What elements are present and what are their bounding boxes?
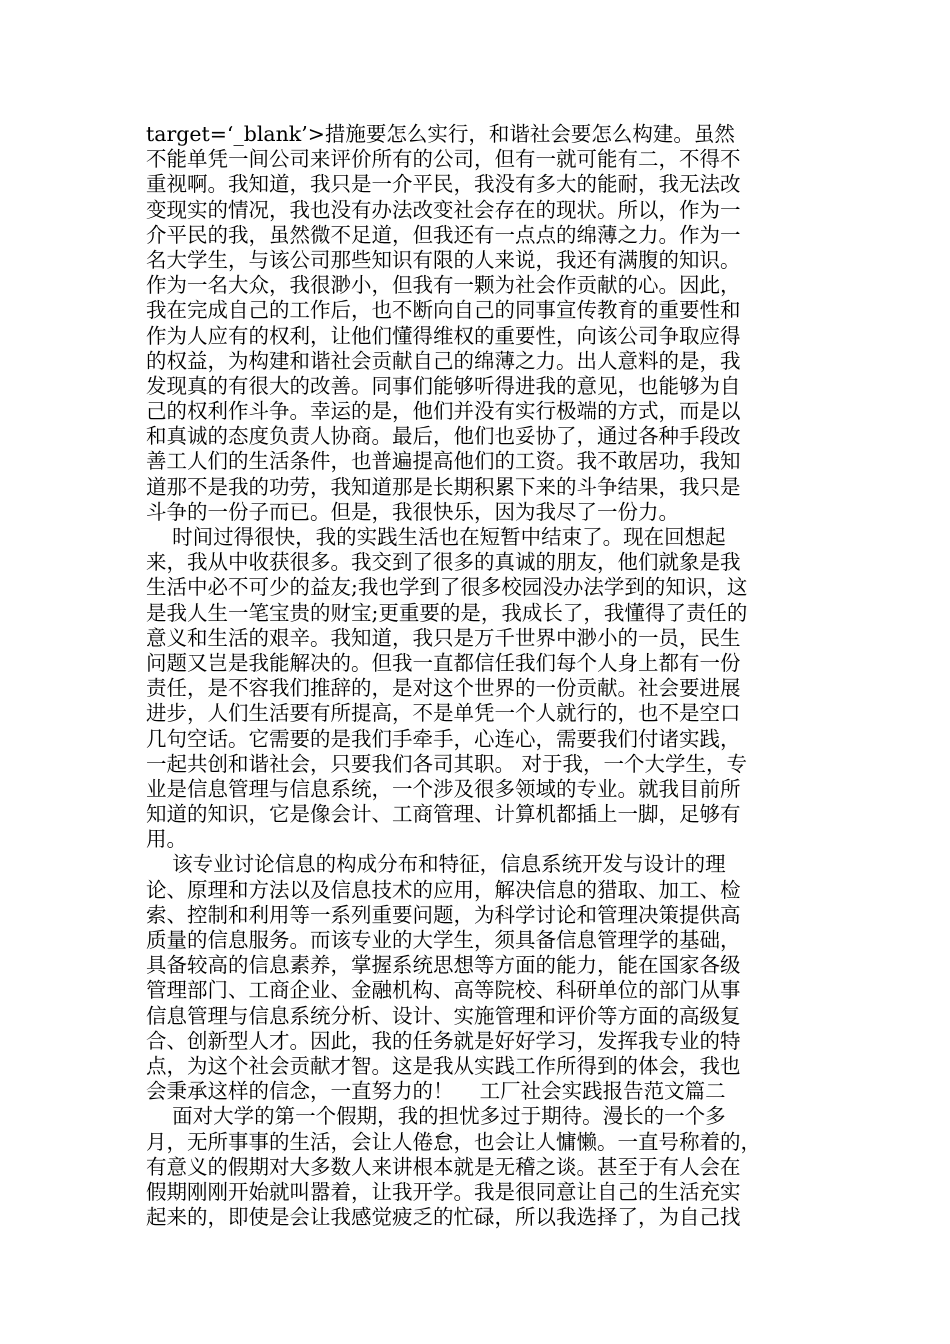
- text-line: 问题又岂是我能解决的。但我一直都信任我们每个人身上都有一份: [146, 650, 741, 675]
- text-line: 重视啊。我知道，我只是一介平民，我没有多大的能耐，我无法改: [146, 172, 741, 197]
- text-line: 生活中必不可少的益友;我也学到了很多校园没办法学到的知识，这: [146, 575, 748, 600]
- text-line: 的权益，为构建和谐社会贡献自己的绵薄之力。出人意料的是，我: [146, 348, 741, 373]
- text-line: 合、创新型人才。因此，我的任务就是好好学习，发挥我专业的特: [146, 1028, 741, 1053]
- text-line: 进步，人们生活要有所提高，不是单凭一个人就行的，也不是空口: [146, 701, 741, 726]
- text-line: 一起共创和谐社会，只要我们各司其职。 对于我，一个大学生，专: [146, 751, 748, 776]
- paragraph-start-line: 该专业讨论信息的构成分布和特征，信息系统开发与设计的理: [146, 852, 726, 877]
- text-line: 点，为这个社会贡献才智。这是我从实践工作所得到的体会，我也: [146, 1053, 741, 1078]
- text-line: 是我人生一笔宝贵的财宝;更重要的是，我成长了，我懂得了责任的: [146, 600, 748, 625]
- text-line: 发现真的有很大的改善。同事们能够听得进我的意见，也能够为自: [146, 373, 741, 398]
- text-line: 善工人们的生活条件，也普遍提高他们的工资。我不敢居功，我知: [146, 449, 741, 474]
- text-line: 论、原理和方法以及信息技术的应用，解决信息的猎取、加工、检: [146, 877, 741, 902]
- text-line: 不能单凭一间公司来评价所有的公司，但有一就可能有二，不得不: [146, 147, 741, 172]
- text-line: 具备较高的信息素养，掌握系统思想等方面的能力，能在国家各级: [146, 953, 741, 978]
- text-line: 管理部门、工商企业、金融机构、高等院校、科研单位的部门从事: [146, 978, 741, 1003]
- text-line: 来，我从中收获很多。我交到了很多的真诚的朋友，他们就象是我: [146, 550, 741, 575]
- text-line: 知道的知识，它是像会计、工商管理、计算机都插上一脚，足够有: [146, 802, 741, 827]
- paragraph-start-line: 面对大学的第一个假期，我的担忧多过于期待。漫长的一个多: [146, 1104, 726, 1129]
- text-line: 意义和生活的艰辛。我知道，我只是万千世界中渺小的一员，民生: [146, 625, 741, 650]
- text-line: 己的权利作斗争。幸运的是，他们并没有实行极端的方式，而是以: [146, 399, 741, 424]
- text-line: 变现实的情况，我也没有办法改变社会存在的现状。所以，作为一: [146, 197, 741, 222]
- text-line: 会秉承这样的信念，一直努力的！ 工厂社会实践报告范文篇二: [146, 1079, 726, 1104]
- text-line: 名大学生，与该公司那些知识有限的人来说，我还有满腹的知识。: [146, 247, 741, 272]
- text-line: 介平民的我，虽然微不足道，但我还有一点点的绵薄之力。作为一: [146, 222, 741, 247]
- text-line: 质量的信息服务。而该专业的大学生，须具备信息管理学的基础，: [146, 928, 741, 952]
- text-line: 信息管理与信息系统分析、设计、实施管理和评价等方面的高级复: [146, 1003, 741, 1028]
- paragraph-start-line: 时间过得很快，我的实践生活也在短暂中结束了。现在回想起: [146, 525, 726, 549]
- text-line: target=‘_blank’>措施要怎么实行，和谐社会要怎么构建。虽然: [146, 122, 735, 146]
- text-line: 和真诚的态度负责人协商。最后，他们也妥协了，通过各种手段改: [146, 424, 741, 449]
- text-line: 作为人应有的权利，让他们懂得维权的重要性，向该公司争取应得: [146, 323, 741, 348]
- text-line: 几句空话。它需要的是我们手牵手，心连心，需要我们付诸实践，: [146, 726, 741, 751]
- text-line: 假期刚刚开始就叫嚣着，让我开学。我是很同意让自己的生活充实: [146, 1179, 741, 1204]
- text-line: 起来的，即使是会让我感觉疲乏的忙碌，所以我选择了，为自己找: [146, 1205, 741, 1230]
- text-line: 道那不是我的功劳，我知道那是长期积累下来的斗争结果，我只是: [146, 474, 741, 499]
- text-line: 月，无所事事的生活，会让人倦怠，也会让人慵懒。一直号称着的，: [146, 1129, 761, 1154]
- text-line: 斗争的一份子而已。但是，我很快乐，因为我尽了一份力。: [146, 499, 679, 524]
- text-line: 我在完成自己的工作后，也不断向自己的同事宣传教育的重要性和: [146, 298, 741, 323]
- report-body-text: [146, 122, 806, 1230]
- text-line: 业是信息管理与信息系统，一个涉及很多领域的专业。就我目前所: [146, 776, 741, 801]
- text-line: 作为一名大众，我很渺小，但我有一颗为社会作贡献的心。因此，: [146, 273, 741, 298]
- text-line: 有意义的假期对大多数人来讲根本就是无稽之谈。甚至于有人会在: [146, 1154, 741, 1179]
- text-line: 用。: [146, 827, 187, 852]
- text-line: 责任，是不容我们推辞的，是对这个世界的一份贡献。社会要进展: [146, 676, 741, 701]
- text-line: 索、控制和利用等一系列重要问题，为科学讨论和管理决策提供高: [146, 902, 741, 927]
